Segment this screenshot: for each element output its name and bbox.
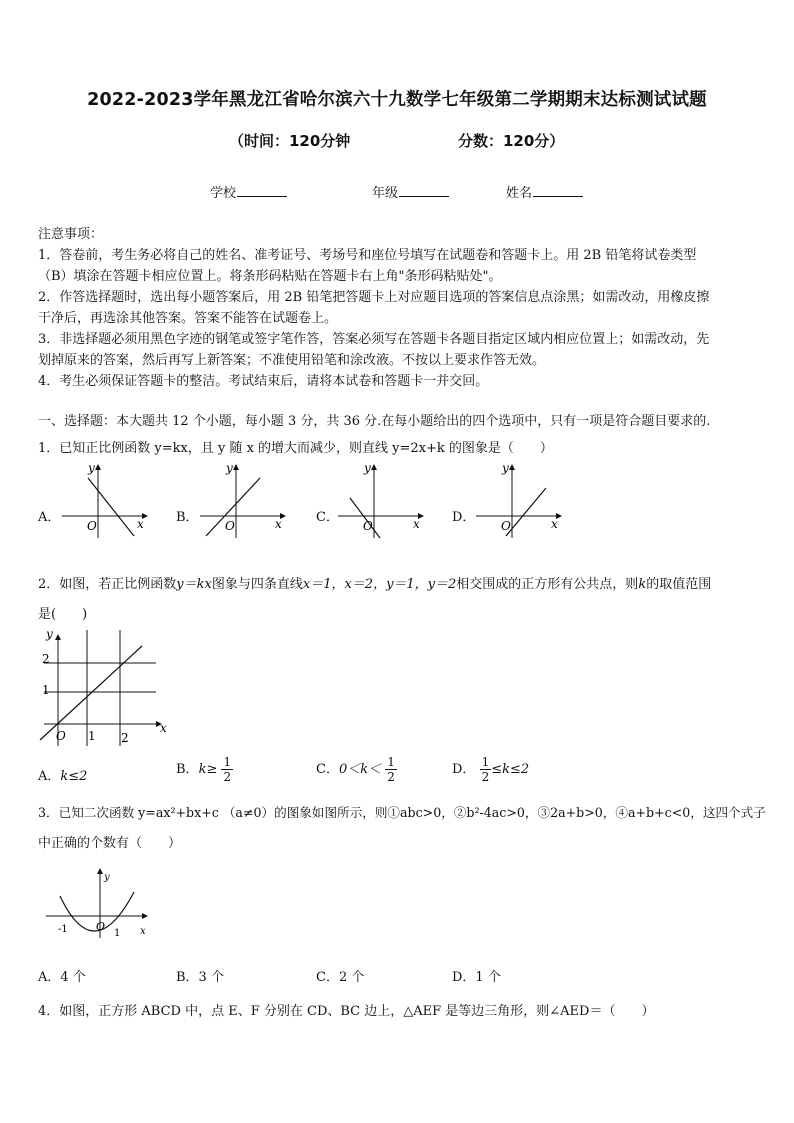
y-label: y <box>502 461 509 475</box>
y-arrow <box>55 634 61 640</box>
q2-option-d[interactable] <box>452 755 529 784</box>
option-letter: A． <box>38 769 61 784</box>
q1-option-a-label[interactable]: A． <box>38 510 61 525</box>
fraction <box>480 755 492 784</box>
origin-label: O <box>225 519 235 533</box>
fraction-den: 2 <box>387 770 395 784</box>
q1-graph-c[interactable] <box>334 460 426 540</box>
y-label: y <box>364 461 371 475</box>
y-arrow <box>233 464 239 470</box>
section-heading: 一、选择题：本大题共 12 个小题，每小题 3 分，共 36 分.在每小题给出的四个选项中，只有一项是符合题目要求的. <box>38 414 711 429</box>
q2-stem-text: 2．如图，若正比例函数 <box>38 577 177 592</box>
q3-stem-line1: 3．已知二次函数 y=ax²+bx+c （a≠0）的图象如图所示，则①abc>0，②b²-4ac>0，③2a+b>0，④a+b+c<0，这四个式子 <box>38 805 766 820</box>
fraction-num: 1 <box>223 755 232 769</box>
q2-stem-text: 图象与四条直线 <box>211 577 303 592</box>
q4-stem: 4．如图，正方形 ABCD 中，点 E、F 分别在 CD、BC 边上，△AEF 是等边三角形，则∠AED＝（ ） <box>38 1004 655 1019</box>
option-expr: k≤2 <box>60 769 88 784</box>
fraction <box>221 755 233 784</box>
note-line: 4．考生必须保证答题卡的整洁。考试结束后，请将本试卷和答题卡一并交回。 <box>38 374 489 389</box>
y-arrow <box>95 464 101 470</box>
page-title: 2022-2023学年黑龙江省哈尔滨六十九数学七年级第二学期期末达标测试试题 <box>87 90 707 110</box>
grade-blank[interactable] <box>399 184 449 197</box>
tick-pos1: 1 <box>114 928 121 939</box>
q3-option-b[interactable]: B．3 个 <box>176 970 224 985</box>
x-arrow <box>142 913 148 919</box>
origin-label: O <box>96 920 106 933</box>
grade-field <box>372 182 449 201</box>
graph-line <box>40 646 142 740</box>
q2-equation: y＝kx <box>176 577 212 592</box>
name-blank[interactable] <box>533 184 583 197</box>
tick-neg1: -1 <box>58 924 68 935</box>
q3-option-d[interactable]: D．1 个 <box>452 970 501 985</box>
notes-heading: 注意事项： <box>38 227 104 242</box>
q2-stem-line2: 是( ) <box>38 607 88 622</box>
q1-stem: 1．已知正比例函数 y=kx，且 y 随 x 的增大而减少，则直线 y=2x+k 的图象是（ ） <box>38 441 553 456</box>
fraction-num: 1 <box>481 755 490 769</box>
q1-option-c-label[interactable]: C． <box>316 510 339 525</box>
option-expr: ≤k≤2 <box>491 762 530 777</box>
q2-figure <box>36 626 176 750</box>
x-label: x <box>413 517 420 531</box>
option-expr: k≥ <box>198 762 218 777</box>
fraction <box>385 755 397 784</box>
x-label: x <box>275 517 282 531</box>
name-field <box>506 182 583 201</box>
tick-x1: 1 <box>88 729 96 743</box>
fraction-num: 1 <box>387 755 395 769</box>
y-label: y <box>88 461 95 475</box>
q3-option-a[interactable]: A．4 个 <box>38 970 86 985</box>
school-field <box>210 182 287 201</box>
option-expr: 0＜k＜ <box>338 762 382 777</box>
q1-graph-a[interactable] <box>58 460 150 540</box>
q1-graph-d[interactable] <box>472 460 564 540</box>
note-line: 2．作答选择题时，选出每小题答案后，用 2B 铅笔把答题卡上对应题目选项的答案信息点涂黑；如需改动，用橡皮擦 <box>38 290 710 305</box>
origin-label: O <box>87 519 97 533</box>
name-label: 姓名 <box>506 186 533 201</box>
q2-stem-text: 的取值范围 <box>646 577 712 592</box>
q2-stem-text: 相交围成的正方形有公共点，则 <box>456 577 639 592</box>
q2-stem-line1 <box>38 573 758 592</box>
school-blank[interactable] <box>237 184 287 197</box>
school-label: 学校 <box>210 186 237 201</box>
q2-k: k <box>638 577 647 592</box>
fraction-den: 2 <box>223 770 232 784</box>
fraction-den: 2 <box>481 770 490 784</box>
q1-graph-b[interactable] <box>196 460 288 540</box>
origin-label: O <box>56 729 66 743</box>
y-arrow <box>371 464 377 470</box>
tick-y1: 1 <box>42 683 50 697</box>
note-line: 3．非选择题必须用黑色字迹的钢笔或签字笔作答，答案必须写在答题卡各题目指定区域内相应位置上；如需改动，先 <box>38 332 710 347</box>
grade-label: 年级 <box>372 186 399 201</box>
q1-option-d-label[interactable]: D． <box>452 510 476 525</box>
x-label: x <box>140 926 146 937</box>
q3-figure <box>38 862 158 944</box>
exam-time: （时间：120分钟 <box>229 132 351 150</box>
y-label: y <box>46 627 53 641</box>
q3-stem-line2: 中正确的个数有（ ） <box>38 836 182 851</box>
notes-block <box>38 224 758 392</box>
x-label: x <box>137 517 144 531</box>
y-label: y <box>226 461 233 475</box>
y-arrow <box>97 868 103 874</box>
exam-score: 分数：120分） <box>458 132 565 150</box>
q2-option-c[interactable] <box>316 755 397 784</box>
option-letter: D． <box>452 762 476 777</box>
note-line: 干净后，再选涂其他答案。答案不能答在试题卷上。 <box>38 311 338 326</box>
q2-option-b[interactable] <box>176 755 233 784</box>
x-label: x <box>160 721 167 735</box>
q3-option-c[interactable]: C．2 个 <box>316 970 365 985</box>
y-arrow <box>509 464 515 470</box>
q2-lines: x＝1，x＝2，y＝1，y＝2 <box>302 577 457 592</box>
x-label: x <box>551 517 558 531</box>
tick-x2: 2 <box>121 731 129 745</box>
note-line: （B）填涂在答题卡相应位置上。将条形码粘贴在答题卡右上角"条形码粘贴处"。 <box>38 269 502 284</box>
q2-option-a[interactable] <box>38 765 87 784</box>
tick-y2: 2 <box>42 652 50 666</box>
option-letter: C． <box>316 762 339 777</box>
y-label: y <box>104 872 110 883</box>
q1-option-b-label[interactable]: B． <box>176 510 199 525</box>
origin-label: O <box>363 519 373 533</box>
option-letter: B． <box>176 762 199 777</box>
note-line: 划掉原来的答案，然后再写上新答案；不准使用铅笔和涂改液。不按以上要求作答无效。 <box>38 353 546 368</box>
note-line: 1．答卷前，考生务必将自己的姓名、准考证号、考场号和座位号填写在试题卷和答题卡上。用 2B 铅笔将试卷类型 <box>38 248 697 263</box>
origin-label: O <box>501 519 511 533</box>
